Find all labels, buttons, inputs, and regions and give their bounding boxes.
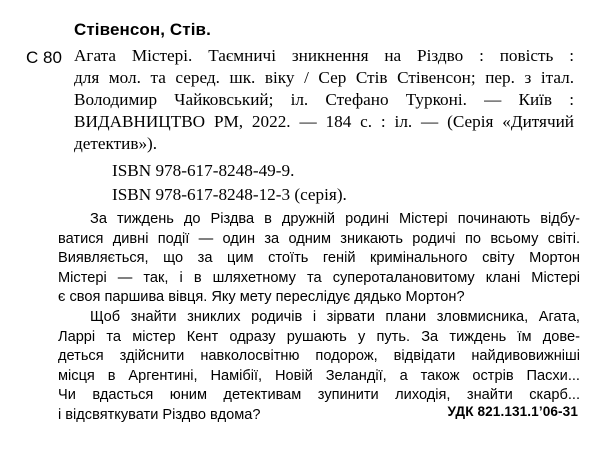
annotation-line: ватися дивні події — один за одним зникають родичі по всьому світі. xyxy=(58,230,580,247)
classification-index: С 80 xyxy=(26,48,62,67)
annotation-line: За тиждень до Різдва в дружній родині Містері починають відбу- xyxy=(90,211,580,227)
annotation-line: Ларрі та містер Кент одразу рушають у путь. За тиждень їм дове- xyxy=(58,328,580,345)
biblio-line: Агата Містері. Таємничі зникнення на Різдво : повість : xyxy=(74,46,574,65)
annotation-line: Містері — так, і в шляхетному та супероталановитому клані Містері xyxy=(58,269,580,286)
biblio-line: Володимир Чайковський; іл. Стефано Турконі. — Київ : xyxy=(74,90,574,109)
biblio-line: ВИДАВНИЦТВО РМ, 2022. — 184 с. : іл. — (Серія «Дитячий xyxy=(74,112,574,131)
bibliographic-description xyxy=(74,45,574,155)
annotation-text xyxy=(58,210,580,426)
annotation-line: деться здійснити навколосвітню подорож, відвідати найдивовижніші xyxy=(58,348,580,365)
isbn-line: ISBN 978-617-8248-49-9. xyxy=(112,161,295,180)
annotation-line: Щоб знайти зниклих родичів і зірвати плани зловмисника, Агата, xyxy=(90,308,580,325)
biblio-line: детектив»). xyxy=(74,134,158,153)
udk-code: УДК 821.131.1’06-31 xyxy=(447,404,578,419)
biblio-line: для мол. та серед. шк. віку / Сер Стів Стівенсон; пер. з італ. xyxy=(74,68,574,87)
isbn-block xyxy=(112,159,347,207)
annotation-line: і відсвяткувати Різдво вдома? xyxy=(58,406,261,423)
annotation-line: є своя паршива вівця. Яку мету переслідує дядько Мортон? xyxy=(58,289,465,306)
annotation-line: місця в Аргентині, Намібії, Новій Зеландії, а також острів Пасхи... xyxy=(58,367,580,384)
author-heading: Стівенсон, Стів. xyxy=(74,20,211,39)
annotation-line: Чи вдасться юним детективам зупинити лиходія, знайти скарб... xyxy=(58,387,580,404)
annotation-line: Виявляється, що за цим стоїть геній кримінального світу Мортон xyxy=(58,250,580,267)
isbn-line: ISBN 978-617-8248-12-3 (серія). xyxy=(112,185,347,204)
